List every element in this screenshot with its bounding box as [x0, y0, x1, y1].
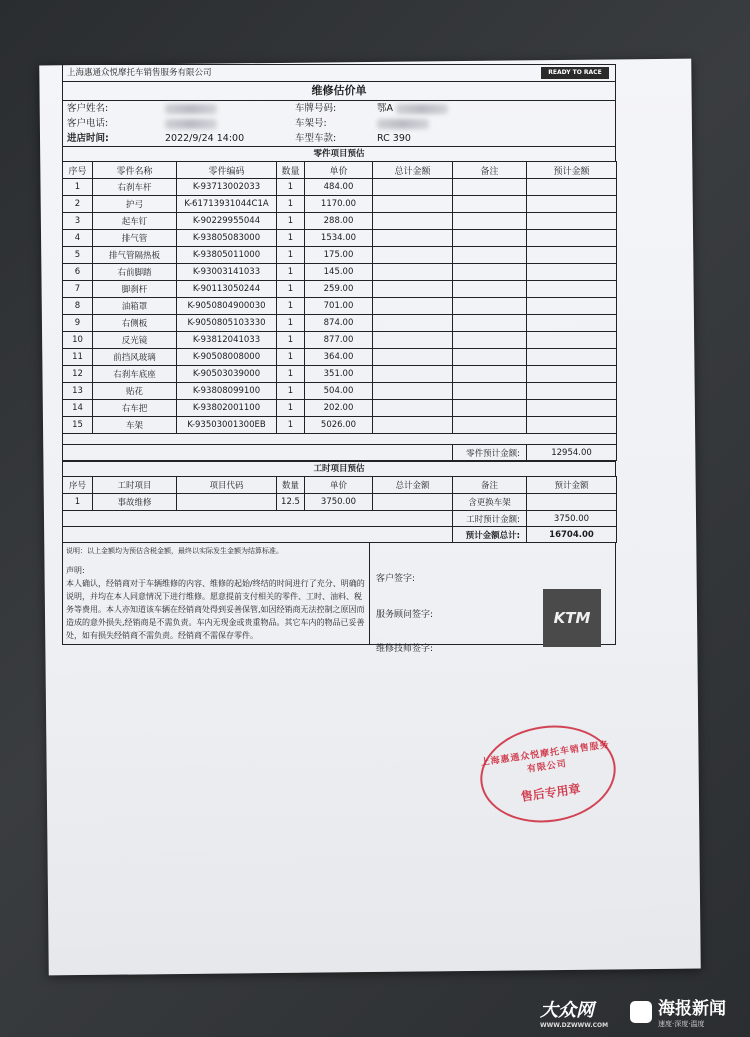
table-cell — [453, 196, 527, 213]
table-cell — [453, 281, 527, 298]
parts-header-cell: 备注 — [453, 162, 527, 179]
table-cell: 1 — [277, 281, 305, 298]
labor-table — [62, 476, 617, 543]
table-cell: 12.5 — [277, 494, 305, 511]
stamp-label: 售后专用章 — [519, 781, 582, 804]
model-value: RC 390 — [377, 133, 411, 144]
table-cell — [527, 494, 617, 511]
table-cell: K-90508008000 — [177, 349, 277, 366]
parts-header-cell: 单价 — [305, 162, 373, 179]
table-cell: 1 — [277, 230, 305, 247]
table-cell: 1 — [277, 400, 305, 417]
table-cell: 5026.00 — [305, 417, 373, 434]
table-row — [63, 281, 617, 298]
haibao-watermark — [658, 994, 726, 1029]
table-cell — [453, 179, 527, 196]
table-row — [63, 383, 617, 400]
table-cell: K-93713002033 — [177, 179, 277, 196]
table-cell — [527, 196, 617, 213]
customer-info — [62, 100, 616, 146]
table-cell — [373, 383, 453, 400]
table-cell — [527, 383, 617, 400]
table-cell: 脚刹杆 — [93, 281, 177, 298]
table-row — [63, 264, 617, 281]
table-cell — [373, 494, 453, 511]
labor-header-cell: 总计金额 — [373, 477, 453, 494]
table-row — [63, 298, 617, 315]
table-cell: 1534.00 — [305, 230, 373, 247]
table-cell — [527, 281, 617, 298]
table-cell — [373, 417, 453, 434]
table-cell — [527, 264, 617, 281]
technician-signature-label: 维修技师签字: — [376, 644, 434, 654]
parts-total-label: 零件预计金额: — [453, 445, 527, 461]
table-cell: 175.00 — [305, 247, 373, 264]
table-cell: 1 — [277, 349, 305, 366]
parts-header-cell: 预计金额 — [527, 162, 617, 179]
table-cell: 贴花 — [93, 383, 177, 400]
redacted-plate — [396, 104, 448, 114]
table-cell: 1 — [277, 298, 305, 315]
table-cell: K-90503039000 — [177, 366, 277, 383]
table-cell — [373, 179, 453, 196]
table-cell: K-93808099100 — [177, 383, 277, 400]
table-cell: 1 — [277, 196, 305, 213]
table-cell — [373, 400, 453, 417]
table-cell — [373, 213, 453, 230]
parts-table — [62, 161, 617, 461]
notes-explanation: 说明：以上金额均为预估含税金额，最终以实际发生金额为结算标准。 — [66, 547, 283, 555]
table-cell — [527, 417, 617, 434]
labor-total-value: 3750.00 — [527, 511, 617, 527]
dzwww-watermark — [540, 996, 608, 1029]
redacted-frame — [377, 119, 429, 129]
table-cell: K-9050804900030 — [177, 298, 277, 315]
parts-header-cell: 总计金额 — [373, 162, 453, 179]
table-cell — [453, 383, 527, 400]
labor-total-label: 工时预计金额: — [453, 511, 527, 527]
labor-header-cell: 预计金额 — [527, 477, 617, 494]
labor-section-title: 工时项目预估 — [62, 461, 616, 476]
notes-declaration-label: 声明: — [66, 566, 85, 575]
table-cell: K-93003141033 — [177, 264, 277, 281]
table-cell: 1 — [277, 315, 305, 332]
parts-header-cell: 数量 — [277, 162, 305, 179]
table-cell — [527, 179, 617, 196]
phone-label: 客户电话: — [67, 118, 109, 129]
time-value: 2022/9/24 14:00 — [165, 133, 245, 144]
table-cell: K-93812041033 — [177, 332, 277, 349]
table-cell: 事故维修 — [93, 494, 177, 511]
table-cell — [527, 247, 617, 264]
parts-header-cell: 零件名称 — [93, 162, 177, 179]
table-cell: 1 — [277, 417, 305, 434]
labor-header-cell: 数量 — [277, 477, 305, 494]
table-cell: 8 — [63, 298, 93, 315]
notes-text — [63, 543, 370, 644]
table-cell: 351.00 — [305, 366, 373, 383]
stamp-company: 上海惠通众悦摩托车销售服务有限公司 — [480, 740, 611, 775]
frame-label: 车架号: — [295, 118, 327, 129]
plate-label: 车牌号码: — [295, 103, 337, 114]
customer-name-label: 客户姓名: — [67, 103, 109, 114]
table-cell — [527, 366, 617, 383]
labor-header-cell: 序号 — [63, 477, 93, 494]
table-row — [63, 332, 617, 349]
table-cell: 504.00 — [305, 383, 373, 400]
table-cell: 7 — [63, 281, 93, 298]
table-cell: 4 — [63, 230, 93, 247]
table-cell — [527, 349, 617, 366]
table-cell: 车架 — [93, 417, 177, 434]
haibao-watermark-slogan: 速度·深度·温度 — [658, 1020, 705, 1028]
table-cell: 6 — [63, 264, 93, 281]
table-cell: 11 — [63, 349, 93, 366]
table-cell: K-90113050244 — [177, 281, 277, 298]
table-cell: 右车把 — [93, 400, 177, 417]
table-cell: 10 — [63, 332, 93, 349]
table-cell — [373, 298, 453, 315]
table-cell: 877.00 — [305, 332, 373, 349]
table-cell: 1 — [277, 264, 305, 281]
table-cell: K-61713931044C1A — [177, 196, 277, 213]
table-cell — [373, 247, 453, 264]
table-cell: 1 — [277, 179, 305, 196]
table-cell: 1 — [277, 247, 305, 264]
time-label: 进店时间: — [67, 133, 109, 144]
table-cell: 484.00 — [305, 179, 373, 196]
table-cell: 起车钉 — [93, 213, 177, 230]
table-cell — [373, 349, 453, 366]
table-cell: 油箱罩 — [93, 298, 177, 315]
table-cell: 2 — [63, 196, 93, 213]
grand-total-label: 预计金额总计: — [453, 527, 527, 543]
notes-section — [62, 543, 616, 654]
table-cell — [177, 494, 277, 511]
table-cell: 1 — [277, 213, 305, 230]
table-cell — [527, 332, 617, 349]
table-cell — [373, 315, 453, 332]
table-cell: 9 — [63, 315, 93, 332]
table-cell — [527, 315, 617, 332]
table-cell: 364.00 — [305, 349, 373, 366]
blank-row — [63, 434, 617, 445]
table-cell: 13 — [63, 383, 93, 400]
table-cell: 14 — [63, 400, 93, 417]
customer-signature-label: 客户签字: — [376, 574, 416, 584]
table-cell: 1 — [277, 332, 305, 349]
table-cell: 12 — [63, 366, 93, 383]
dzwww-watermark-url: WWW.DZWWW.COM — [540, 1022, 609, 1029]
notes-declaration: 本人确认，经销商对于车辆维修的内容、维修的起始/终结的时间进行了充分、明确的说明，并均在本人同意情况下进行维修。愿意提前支付相关的零件、工时、油料、税务等费用。本人亦知道该车辆在经销商处得到妥善保管,如因经销商无法控制之原因而造成的意外损失,经销商是不需负责。车内无现金或贵重物品。其它车内的物品已妥善处，如有损失经销商不需负责。经销商不需保存零件。 — [66, 579, 365, 640]
table-cell: 含更换车架 — [453, 494, 527, 511]
table-row — [63, 247, 617, 264]
table-cell: 右前脚踏 — [93, 264, 177, 281]
table-cell: 1 — [277, 383, 305, 400]
table-cell: 15 — [63, 417, 93, 434]
table-cell — [453, 230, 527, 247]
company-name: 上海惠通众悦摩托车销售服务有限公司 — [67, 68, 212, 78]
company-row — [62, 64, 616, 81]
advisor-signature-label: 服务顾问签字: — [376, 610, 434, 620]
parts-section-title: 零件项目预估 — [62, 146, 616, 161]
labor-header-cell: 工时项目 — [93, 477, 177, 494]
table-row — [63, 417, 617, 434]
table-row — [63, 196, 617, 213]
table-cell: 右侧板 — [93, 315, 177, 332]
table-cell — [453, 366, 527, 383]
parts-header-cell: 零件编码 — [177, 162, 277, 179]
table-cell: 145.00 — [305, 264, 373, 281]
estimate-sheet — [62, 64, 616, 654]
table-cell: 1 — [277, 366, 305, 383]
table-cell — [527, 400, 617, 417]
table-cell: 3750.00 — [305, 494, 373, 511]
table-cell: 5 — [63, 247, 93, 264]
table-row — [63, 400, 617, 417]
model-label: 车型车款: — [295, 133, 337, 144]
signature-area — [370, 543, 615, 654]
table-cell: 1170.00 — [305, 196, 373, 213]
grand-total-value: 16704.00 — [527, 527, 617, 543]
table-cell: 护弓 — [93, 196, 177, 213]
table-cell: 202.00 — [305, 400, 373, 417]
table-row — [63, 179, 617, 196]
table-cell — [453, 417, 527, 434]
table-cell: 3 — [63, 213, 93, 230]
plate-value: 鄂A — [377, 103, 393, 114]
table-cell — [527, 298, 617, 315]
table-row — [63, 349, 617, 366]
ready-to-race-badge: READY TO RACE — [541, 67, 609, 79]
table-row — [63, 213, 617, 230]
labor-header-cell: 单价 — [305, 477, 373, 494]
table-cell: 1 — [63, 179, 93, 196]
table-cell — [373, 196, 453, 213]
table-row — [63, 230, 617, 247]
table-cell — [373, 230, 453, 247]
table-row — [63, 494, 617, 511]
haibao-logo-icon — [630, 1001, 652, 1023]
table-cell — [373, 332, 453, 349]
table-cell — [453, 247, 527, 264]
parts-total-value: 12954.00 — [527, 445, 617, 461]
ktm-logo: KTM — [543, 589, 601, 647]
table-cell: 反光镜 — [93, 332, 177, 349]
document-title: 维修估价单 — [62, 81, 616, 100]
labor-header-cell: 备注 — [453, 477, 527, 494]
table-cell — [373, 264, 453, 281]
redacted-phone — [165, 119, 217, 129]
table-cell: K-90229955044 — [177, 213, 277, 230]
dzwww-watermark-text: 大众网 — [540, 1000, 594, 1021]
table-cell: K-93805083000 — [177, 230, 277, 247]
table-cell — [453, 298, 527, 315]
table-cell — [527, 230, 617, 247]
table-row — [63, 366, 617, 383]
table-cell: 288.00 — [305, 213, 373, 230]
table-cell: K-9050805103330 — [177, 315, 277, 332]
table-cell — [373, 281, 453, 298]
table-cell — [373, 366, 453, 383]
table-cell: K-93805011000 — [177, 247, 277, 264]
table-cell — [453, 315, 527, 332]
labor-header-cell: 项目代码 — [177, 477, 277, 494]
table-cell: K-93503001300EB — [177, 417, 277, 434]
table-cell: 701.00 — [305, 298, 373, 315]
haibao-watermark-text: 海报新闻 — [658, 999, 726, 1019]
table-cell: 874.00 — [305, 315, 373, 332]
table-cell: 右刹车杆 — [93, 179, 177, 196]
table-cell — [453, 332, 527, 349]
table-cell: 排气管隔热板 — [93, 247, 177, 264]
table-cell: 前挡风玻璃 — [93, 349, 177, 366]
table-cell: 1 — [63, 494, 93, 511]
redacted-name — [165, 104, 217, 114]
table-cell: K-93802001100 — [177, 400, 277, 417]
table-cell — [453, 400, 527, 417]
table-cell — [527, 213, 617, 230]
table-cell: 排气管 — [93, 230, 177, 247]
table-cell: 右刹车底座 — [93, 366, 177, 383]
table-row — [63, 315, 617, 332]
table-cell — [453, 213, 527, 230]
table-cell — [453, 349, 527, 366]
parts-header-cell: 序号 — [63, 162, 93, 179]
table-cell — [453, 264, 527, 281]
table-cell: 259.00 — [305, 281, 373, 298]
